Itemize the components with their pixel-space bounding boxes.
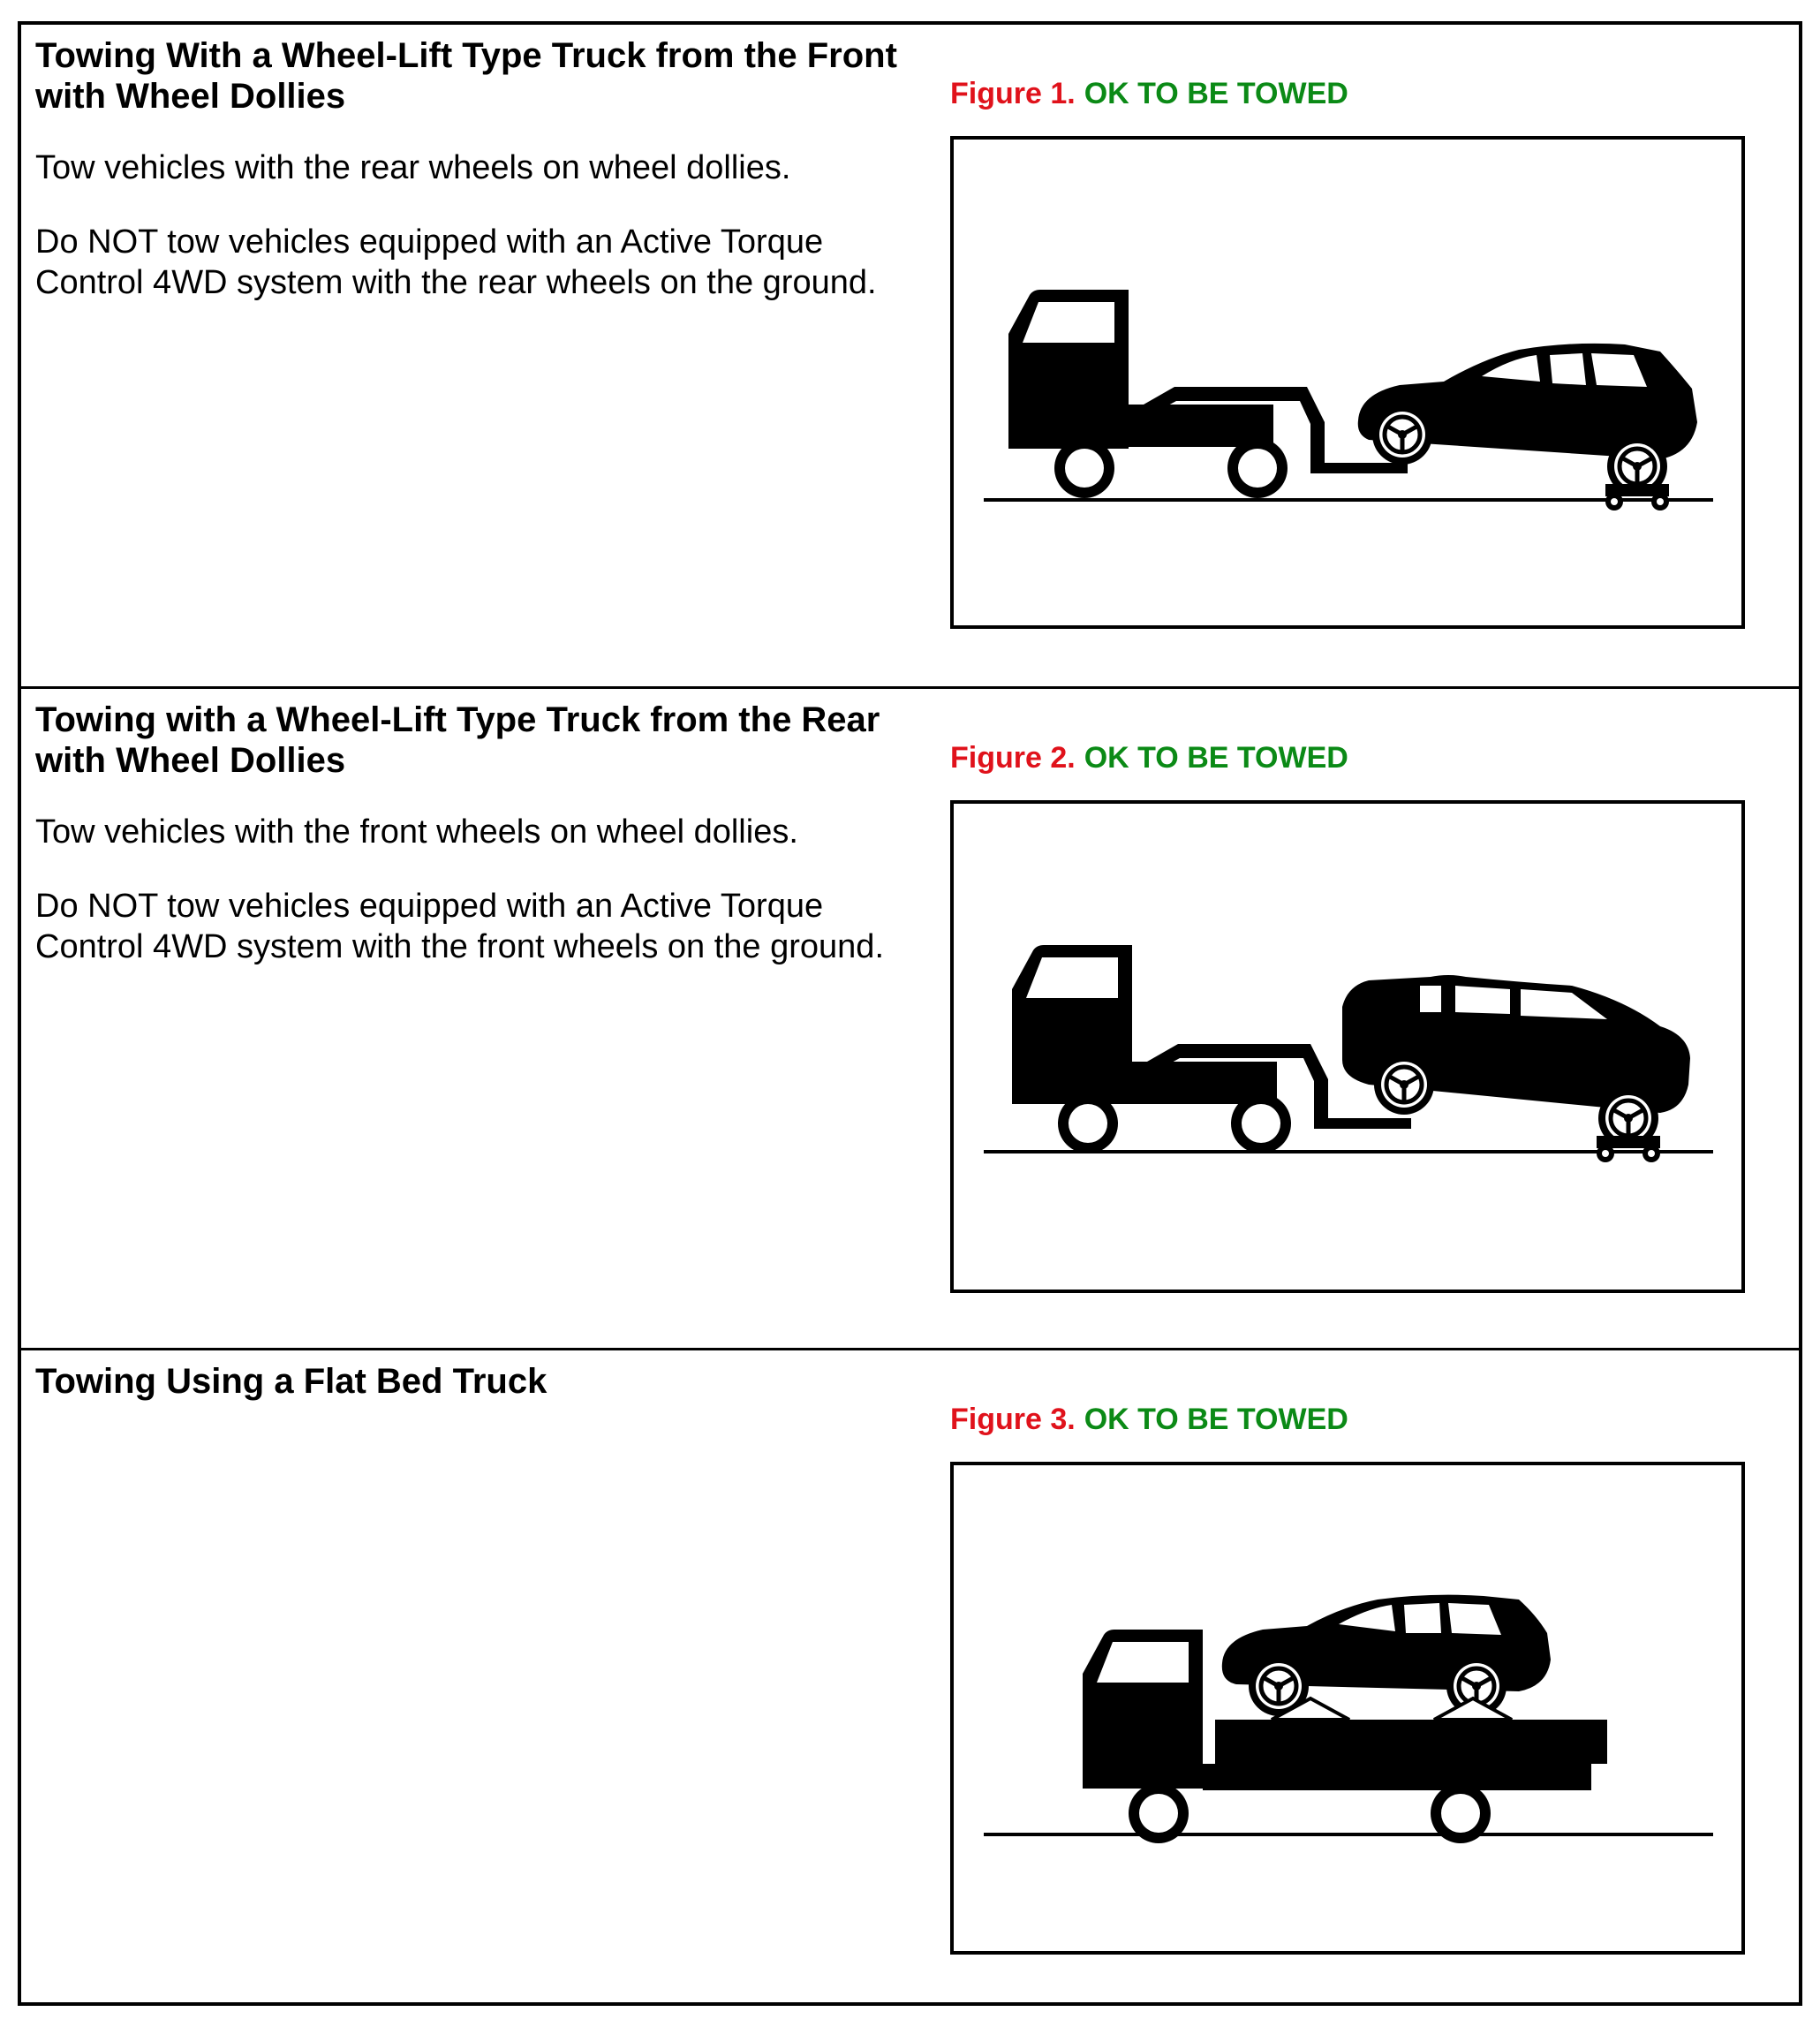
figure-box — [950, 136, 1745, 629]
section-front-tow — [21, 25, 1799, 686]
heading-line-2: with Wheel Dollies — [35, 77, 346, 116]
figure-label: Figure 3. — [950, 1403, 1076, 1436]
wheel-lift-rear-tow-illustration-icon — [954, 804, 1741, 1290]
figure-status: OK TO BE TOWED — [1084, 77, 1348, 110]
paragraph: Do NOT tow vehicles equipped with an Active Torque Control 4WD system with the rear wheels on the ground. — [35, 223, 877, 301]
heading-line-1: Towing Using a Flat Bed Truck — [35, 1362, 548, 1401]
section-body — [35, 147, 927, 337]
section-heading — [35, 700, 954, 781]
section-flat-bed — [21, 1348, 1799, 2002]
figure-label: Figure 1. — [950, 77, 1076, 110]
section-rear-tow — [21, 686, 1799, 1348]
figure-box — [950, 1462, 1745, 1955]
figure-status: OK TO BE TOWED — [1084, 741, 1348, 775]
figure-caption — [950, 76, 1348, 111]
paragraph: Tow vehicles with the rear wheels on wheel dollies. — [35, 149, 791, 186]
section-heading — [35, 35, 954, 117]
document-frame — [18, 21, 1802, 2006]
paragraph: Tow vehicles with the front wheels on wheel dollies. — [35, 813, 798, 851]
heading-line-1: Towing with a Wheel-Lift Type Truck from the Rear — [35, 700, 880, 739]
heading-line-2: with Wheel Dollies — [35, 741, 346, 780]
flat-bed-tow-illustration-icon — [954, 1465, 1741, 1951]
figure-caption — [950, 740, 1348, 775]
paragraph: Do NOT tow vehicles equipped with an Active Torque Control 4WD system with the front wheels on the ground. — [35, 888, 885, 965]
section-body — [35, 812, 927, 1001]
heading-line-1: Towing With a Wheel-Lift Type Truck from the Front — [35, 36, 897, 75]
figure-caption — [950, 1402, 1348, 1437]
figure-status: OK TO BE TOWED — [1084, 1403, 1348, 1436]
section-heading — [35, 1361, 954, 1402]
wheel-lift-front-tow-illustration-icon — [954, 140, 1741, 625]
figure-box — [950, 800, 1745, 1293]
figure-label: Figure 2. — [950, 741, 1076, 775]
